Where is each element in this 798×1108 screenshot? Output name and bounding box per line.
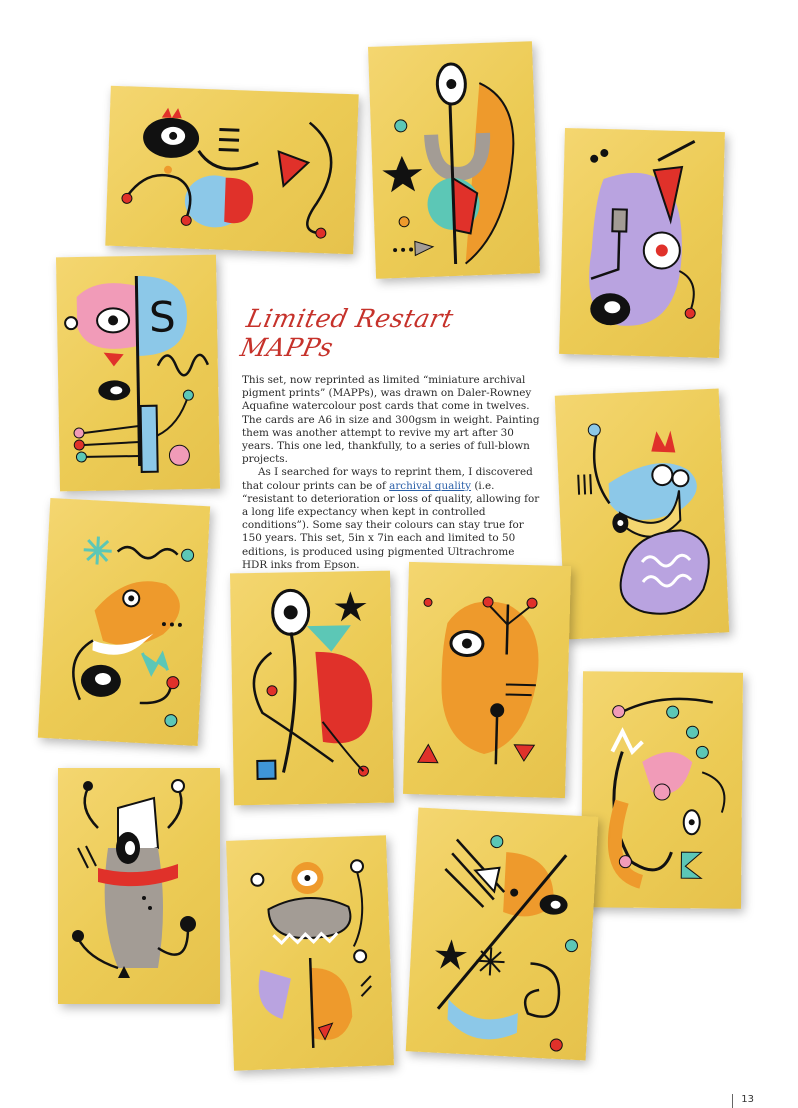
article-paragraph-1: This set, now reprinted as limited “miniature archival pigment prints” (MAPPs), was drawn on Daler-Rowney Aquafine watercolour post cards that come in twelves. The cards are A6 in size and 300gsm in weight. Painting them was another attempt to revive my art after 30 years. This one led, thankfully, to a series of full-blown projects. bbox=[242, 374, 540, 466]
svg-text:S: S bbox=[148, 292, 177, 342]
artwork-card-7 bbox=[230, 571, 394, 806]
artwork-card-9 bbox=[581, 671, 743, 908]
article-paragraph-2 bbox=[242, 466, 542, 572]
artwork-card-6 bbox=[38, 498, 210, 746]
article bbox=[237, 304, 542, 572]
artwork-card-11 bbox=[226, 835, 394, 1070]
article-title: Limited Restart MAPPs bbox=[237, 304, 457, 362]
artwork-card-2 bbox=[368, 41, 540, 279]
paragraph-2-end: (i.e. “resistant to deterioration or loss of quality, allowing for a long life expectancy when kept in controlled conditions”). Some say their colours can stay true for 150 years. This set, 5in x 7in each and limited to 50 editions, is produced using pigmented Ultrachrome HDR inks from Epson. bbox=[242, 479, 540, 571]
article-body bbox=[242, 374, 542, 572]
artwork-card-10 bbox=[58, 768, 220, 1004]
artwork-card-1 bbox=[105, 86, 358, 255]
paragraph-2-start: As I searched for ways to reprint them, I discovered that colour prints can be of bbox=[242, 466, 533, 492]
archival-quality-link[interactable]: archival quality bbox=[389, 479, 472, 492]
artwork-card-5 bbox=[555, 389, 729, 640]
artwork-card-12 bbox=[406, 807, 599, 1060]
artwork-card-8 bbox=[403, 562, 571, 798]
page-number: 13 bbox=[732, 1094, 754, 1108]
artwork-card-3 bbox=[559, 128, 725, 358]
artwork-card-4 bbox=[56, 255, 220, 492]
